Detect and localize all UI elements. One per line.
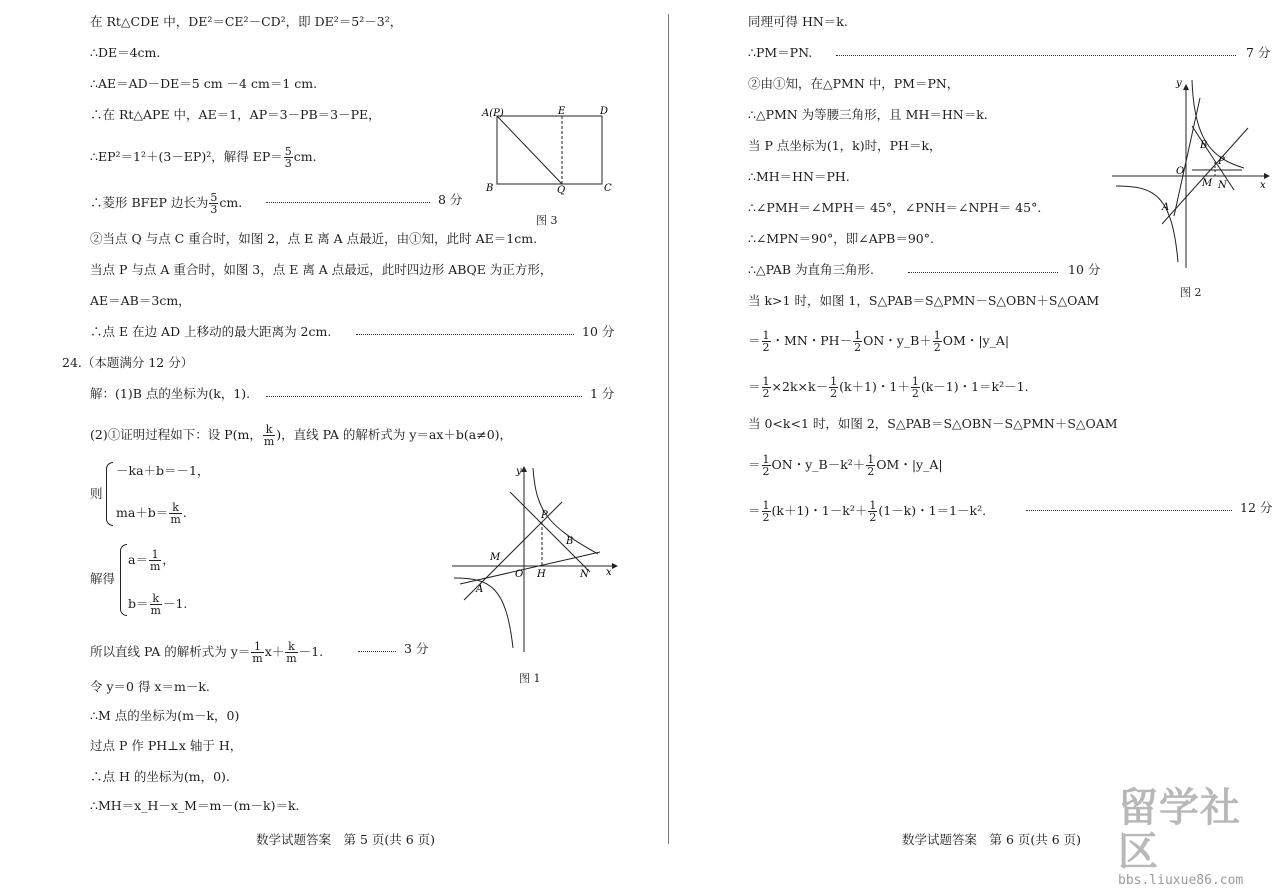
question-heading: 24.（本题满分 12 分）: [62, 355, 194, 370]
text-line: [748, 330, 1009, 353]
numerator: 1: [830, 375, 838, 388]
text-line: 解得: [90, 571, 116, 586]
fraction: [251, 641, 263, 664]
fraction: [866, 454, 875, 477]
denominator: 2: [933, 341, 941, 354]
equation-line: [116, 502, 187, 525]
figure-2: [1108, 72, 1278, 272]
fig2-label: N: [1218, 180, 1227, 191]
text-line: [90, 192, 242, 215]
score-mark: 3 分: [404, 641, 429, 656]
text-line: 当 0<k<1 时，如图 2，S△PAB＝S△OBN－S△PMN＋S△OAM: [748, 416, 1118, 431]
text-segment: ON・y_B－k²＋: [771, 457, 866, 472]
text-segment: cm.: [293, 149, 317, 164]
text-line: ∴MH＝x_H－x_M＝m－(m－k)＝k.: [90, 798, 300, 813]
text-line: 过点 P 作 PH⊥x 轴于 H，: [90, 738, 243, 753]
denominator: m: [252, 652, 263, 665]
figure-2-caption: 图 2: [1180, 286, 1202, 299]
score-mark: 10 分: [582, 324, 615, 339]
fraction: [284, 146, 293, 169]
text-segment: (k＋1)・1－k²＋: [771, 503, 868, 518]
text-segment: (2)①证明过程如下：设 P(m，: [90, 427, 262, 442]
fig2-label: x: [1260, 180, 1266, 191]
text-segment: ＝: [748, 457, 761, 472]
fraction: [933, 330, 942, 353]
numerator: 5: [284, 145, 292, 158]
text-segment: ，: [162, 552, 175, 567]
text-segment: ＝: [748, 379, 761, 394]
text-segment: )，直线 PA 的解析式为 y＝ax＋b(a≠0)，: [276, 427, 513, 442]
dot-leader: [908, 272, 1058, 273]
fraction: [868, 500, 877, 523]
text-segment: x＋: [264, 644, 285, 659]
text-segment: ＝: [748, 503, 761, 518]
text-line: 当点 P 与点 A 重合时，如图 3，点 E 离 A 点最远，此时四边形 ABQE 为正方形，: [90, 262, 553, 277]
page-divider: [668, 14, 669, 844]
text-line: 则: [90, 486, 103, 501]
fraction: [762, 330, 771, 353]
numerator: 1: [149, 549, 161, 561]
numerator: k: [169, 502, 181, 514]
fig1-label: P: [541, 510, 548, 521]
text-line: [748, 376, 1029, 399]
text-line: [90, 424, 512, 447]
text-segment: cm.: [219, 195, 243, 210]
text-segment: ×2k×k－: [771, 379, 829, 394]
fraction: [853, 330, 862, 353]
numerator: 1: [762, 499, 770, 512]
fraction: [911, 376, 920, 399]
fig1-label: M: [490, 552, 501, 563]
text-segment: OM・|y_A|: [942, 333, 1010, 348]
denominator: 2: [854, 341, 862, 354]
numerator: 1: [762, 329, 770, 342]
numerator: 1: [762, 453, 770, 466]
denominator: 3: [210, 203, 218, 216]
text-segment: (k＋1)・1＋: [839, 379, 910, 394]
text-segment: ON・y_B＋: [863, 333, 932, 348]
text-line: ∴M 点的坐标为(m－k，0): [90, 708, 240, 723]
denominator: 3: [284, 157, 292, 170]
denominator: 2: [867, 465, 875, 478]
figure-1: [450, 460, 620, 656]
text-line: ∴在 Rt△APE 中，AE＝1，AP＝3－PB＝3－PE，: [90, 107, 381, 122]
fig1-label: x: [606, 567, 612, 578]
fig3-label: B: [486, 183, 494, 194]
numerator: k: [285, 641, 297, 653]
text-segment: (k－1)・1＝k²－1.: [920, 379, 1029, 394]
numerator: 1: [869, 499, 877, 512]
numerator: 1: [933, 329, 941, 342]
text-line: ∴点 H 的坐标为(m，0).: [90, 769, 230, 784]
text-line: ∴∠MPN＝90°，即∠APB＝90°.: [748, 231, 934, 246]
page-footer: 数学试题答案 第 5 页(共 6 页): [256, 832, 436, 847]
brace: [106, 462, 113, 526]
fraction: [285, 641, 297, 664]
denominator: 2: [762, 465, 770, 478]
dot-leader: [1026, 510, 1232, 511]
fraction: [762, 500, 771, 523]
fraction: [263, 424, 275, 447]
numerator: k: [150, 593, 162, 605]
text-line: ∴AE＝AD－DE＝5 cm －4 cm＝1 cm.: [90, 76, 318, 91]
text-line: [748, 500, 986, 523]
denominator: m: [170, 513, 181, 526]
fig3-label: A(P): [482, 108, 504, 119]
score-mark: 1 分: [590, 386, 615, 401]
text-segment: ma＋b＝: [116, 505, 169, 520]
watermark-logo: [1118, 785, 1278, 888]
fraction: [150, 593, 162, 616]
denominator: 2: [869, 511, 877, 524]
text-line: ∴MH＝HN＝PH.: [748, 169, 850, 184]
text-line: AE＝AB＝3cm，: [90, 293, 191, 308]
text-segment: －1.: [298, 644, 324, 659]
fraction: [762, 454, 771, 477]
fig1-label: y: [516, 466, 522, 477]
text-segment: ・MN・PH－: [771, 333, 853, 348]
fig2-label: O: [1176, 166, 1185, 177]
fig2-label: M: [1202, 178, 1213, 189]
denominator: m: [263, 435, 275, 448]
fraction: [829, 376, 838, 399]
text-line: ∴PM＝PN.: [748, 45, 813, 60]
dot-leader: [836, 55, 1236, 56]
figure-3-caption: 图 3: [536, 214, 558, 227]
numerator: 1: [762, 375, 770, 388]
figure-1-caption: 图 1: [519, 672, 541, 685]
fig3-label: E: [558, 106, 566, 117]
text-line: ∴△PAB 为直角三角形.: [748, 262, 874, 277]
equation-line: －ka＋b＝－1，: [116, 463, 210, 478]
fraction: [209, 192, 218, 215]
text-segment: OM・|y_A|: [876, 457, 943, 472]
fig3-label: C: [604, 183, 612, 194]
equation-line: [128, 593, 187, 616]
text-line: [90, 146, 317, 169]
text-line: ∴∠PMH＝∠MPH＝ 45°，∠PNH＝∠NPH＝ 45°.: [748, 200, 1042, 215]
denominator: 2: [830, 387, 838, 400]
numerator: 1: [867, 453, 875, 466]
score-mark: 7 分: [1246, 45, 1271, 60]
page-footer: 数学试题答案 第 6 页(共 6 页): [902, 832, 1082, 847]
text-line: 在 Rt△CDE 中，DE²＝CE²－CD²，即 DE²＝5²－3²，: [90, 14, 403, 29]
text-segment: ∴菱形 BFEP 边长为: [90, 195, 209, 210]
numerator: 1: [251, 641, 263, 653]
denominator: 2: [762, 511, 770, 524]
text-line: 当 k>1 时，如图 1，S△PAB＝S△PMN－S△OBN＋S△OAM: [748, 293, 1100, 308]
brace: [120, 544, 127, 616]
numerator: k: [263, 424, 275, 436]
fraction: [169, 502, 181, 525]
score-mark: 8 分: [438, 192, 463, 207]
text-line: 解：(1)B 点的坐标为(k，1).: [90, 386, 251, 401]
text-segment: ＝: [748, 333, 761, 348]
fig1-label: A: [476, 584, 484, 595]
text-line: [748, 454, 943, 477]
denominator: m: [286, 652, 297, 665]
fig2-label: A: [1162, 202, 1170, 213]
fraction: [762, 376, 771, 399]
fig3-label: Q: [557, 185, 566, 196]
text-line: ②当点 Q 与点 C 重合时，如图 2，点 E 离 A 点最近，由①知，此时 AE＝1cm.: [90, 231, 538, 246]
fig2-label: B: [1200, 140, 1208, 151]
fig3-label: D: [600, 106, 609, 117]
equation-line: [128, 549, 175, 572]
denominator: 2: [911, 387, 919, 400]
denominator: m: [149, 560, 161, 573]
fig2-label: y: [1176, 78, 1182, 89]
denominator: 2: [762, 387, 770, 400]
text-segment: 所以直线 PA 的解析式为 y＝: [90, 644, 251, 659]
fig1-label: H: [537, 569, 546, 580]
fraction: [149, 549, 161, 572]
watermark-brand: 留学社区: [1118, 785, 1241, 875]
text-segment: ∴EP²＝1²＋(3－EP)²，解得 EP＝: [90, 149, 283, 164]
fig2-label: P: [1218, 156, 1225, 167]
watermark-url: bbs.liuxue86.com: [1118, 873, 1244, 888]
text-segment: －1.: [162, 596, 188, 611]
denominator: 2: [762, 341, 770, 354]
text-segment: .: [182, 505, 187, 520]
text-segment: (1－k)・1＝1－k².: [878, 503, 987, 518]
dot-leader: [266, 202, 430, 203]
numerator: 5: [210, 191, 218, 204]
text-segment: a＝: [128, 552, 148, 567]
text-segment: b＝: [128, 596, 149, 611]
text-line: 当 P 点坐标为(1，k)时，PH＝k，: [748, 138, 942, 153]
text-line: 同理可得 HN＝k.: [748, 14, 848, 29]
text-line: ②由①知，在△PMN 中，PM＝PN，: [748, 76, 960, 91]
fig1-label: N: [580, 569, 589, 580]
dot-leader: [358, 651, 396, 652]
dot-leader: [266, 396, 582, 397]
text-line: 令 y＝0 得 x＝m－k.: [90, 679, 210, 694]
numerator: 1: [854, 329, 862, 342]
fig1-label: O: [515, 569, 524, 580]
text-line: [90, 641, 323, 664]
score-mark: 12 分: [1240, 500, 1273, 515]
fig1-label: B: [566, 536, 574, 547]
text-line: ∴DE＝4cm.: [90, 45, 161, 60]
text-line: ∴点 E 在边 AD 上移动的最大距离为 2cm.: [90, 324, 332, 339]
denominator: m: [150, 604, 161, 617]
text-line: ∴△PMN 为等腰三角形，且 MH＝HN＝k.: [748, 107, 988, 122]
numerator: 1: [911, 375, 919, 388]
score-mark: 10 分: [1068, 262, 1101, 277]
dot-leader: [356, 334, 574, 335]
